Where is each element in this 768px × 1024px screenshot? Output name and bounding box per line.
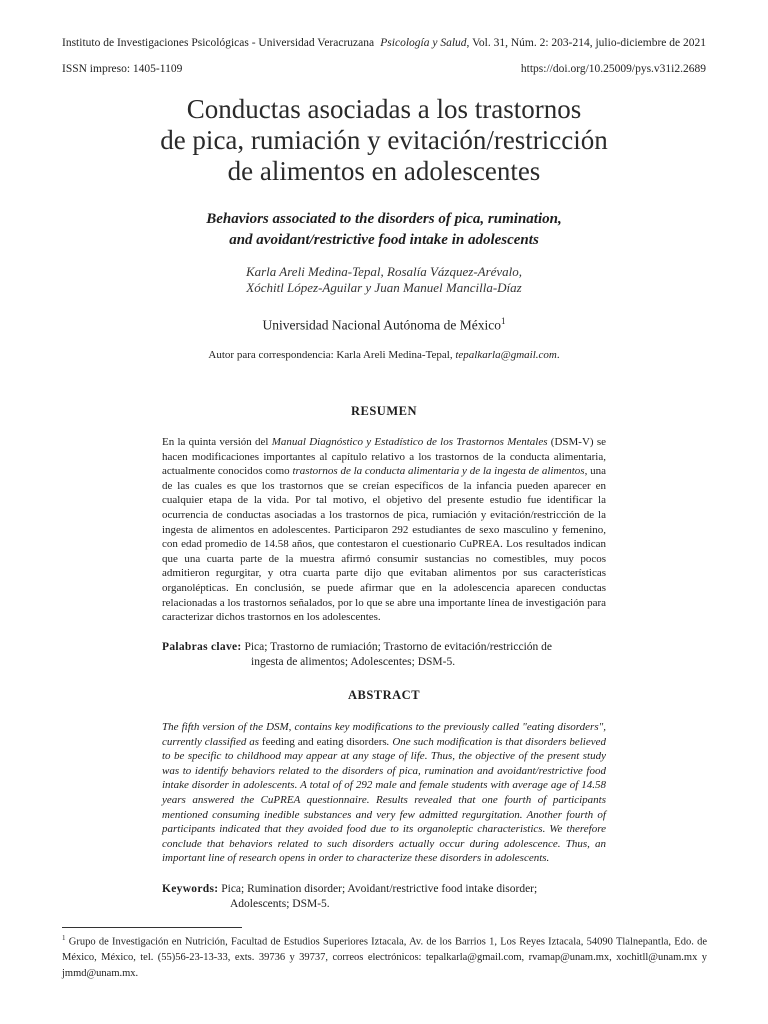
- abstract-text: [162, 720, 606, 866]
- correspondence-label: Autor para correspondencia: Karla Areli Medina-Tepal,: [208, 349, 456, 361]
- resumen-text-part: , una de las cuales es que los trastornos que se creían específicos de la infancia pueden aparecer en cualquier etapa de la vida. Por tal motivo, el objetivo del presente estudio fue identificar la ocurrencia de conductas asociadas a los trastornos de pica, rumiación y evitación/restricción de la ingesta de alimentos en adolescentes. Participaron 292 estudiantes de sexo masculino y femenino, con edad promedio de 14.58 años, que contestaron el cuestionario CuPREA. Los resultados indican que una cuarta parte de la muestra afirmó consumir sustancias no comestibles, muy pocos admitieron regurgitar, y otra cuarta parte dijo que evitaban alimentos por sus características organolépticas. En conclusión, se puede afirmar que en la adolescencia aparecen conductas relacionadas a los trastornos señalados, por lo que se abre una importante línea de investigación para caracterizar dichos trastornos en los adolescentes.: [162, 465, 606, 624]
- abstract-text-italic: The fifth version of the DSM, contains key modifications to the previously called "eating disorders", currently classified as: [162, 721, 606, 748]
- resumen-text-part: (DSM-V) se hacen modificaciones importantes al capítulo relativo a los trastornos de la conducta alimentaria, actualmente conocidos como: [162, 436, 606, 478]
- resumen-heading: RESUMEN: [350, 404, 417, 418]
- resumen-text-italic: Manual Diagnóstico y Estadístico de los Trastornos Mentales: [271, 436, 548, 448]
- footnote: [62, 931, 707, 981]
- affiliation-name: Universidad Nacional Autónoma de México: [262, 317, 501, 333]
- resumen-text: [162, 435, 606, 625]
- keywords: [162, 882, 606, 912]
- header-doi-link[interactable]: https://doi.org/10.25009/pys.v31i2.2689: [520, 63, 706, 75]
- abstract-text-italic: . One such modification is that disorders believed to be specific to childhood may appear at any stage of life. Thus, the objective of the present study was to identify behaviors related to the disorders of pica, rumination and avoidant/restrictive food intake disorder in adolescents. A total of of 292 male and female students with average age of 14.58 years answered the CuPREA questionnaire. Results revealed that one fourth of participants mentioned consuming inedible substances and very few admitted regurgitation. Another fourth of participants indicated that they avoided food due to its organoleptic characteristics. We therefore conclude that behaviors related to such disorders actually occur during adolescence. Thus, an important line of research opens in order to characterize these disorders in adolescents.: [162, 735, 606, 865]
- header-journal: [380, 37, 706, 49]
- resumen-text-italic: trastornos de la conducta alimentaria y de la ingesta de alimentos: [292, 465, 585, 478]
- english-title-line: and avoidant/restrictive food intake in adolescents: [229, 232, 539, 248]
- keywords-line: Pica; Rumination disorder; Avoidant/restrictive food intake disorder;: [218, 883, 538, 895]
- article-title: [0, 94, 768, 187]
- header-issn: ISSN impreso: 1405-1109: [62, 63, 183, 75]
- resumen-text-part: En la quinta versión del: [162, 436, 272, 448]
- english-title-line: Behaviors associated to the disorders of pica, rumination,: [206, 211, 562, 227]
- correspondence-end: .: [556, 349, 560, 361]
- title-line: de pica, rumiación y evitación/restricción: [160, 125, 608, 155]
- author-line: Karla Areli Medina-Tepal, Rosalía Vázquez-Arévalo,: [245, 264, 523, 279]
- header-institute: Instituto de Investigaciones Psicológicas - Universidad Veracruzana: [62, 37, 375, 49]
- palabras-clave-line: Pica; Trastorno de rumiación; Trastorno de evitación/restricción de: [241, 641, 553, 653]
- correspondence-email[interactable]: tepalkarla@gmail.com: [455, 349, 557, 361]
- author-list: [0, 264, 768, 296]
- footnote-mark: 1: [62, 934, 66, 942]
- palabras-clave-line: ingesta de alimentos; Adolescentes; DSM-5.: [251, 656, 456, 668]
- footnote-divider: [62, 927, 242, 928]
- correspondence: [0, 349, 768, 361]
- palabras-clave: [162, 640, 606, 670]
- affiliation: [0, 316, 768, 334]
- title-line: Conductas asociadas a los trastornos: [186, 94, 582, 124]
- keywords-label: Keywords:: [162, 883, 219, 895]
- keywords-line: Adolescents; DSM-5.: [230, 898, 330, 910]
- english-title: [0, 209, 768, 251]
- affiliation-mark: 1: [500, 316, 506, 326]
- title-line: de alimentos en adolescentes: [227, 156, 541, 186]
- journal-citation: , Vol. 31, Núm. 2: 203-214, julio-diciembre de 2021: [466, 37, 706, 49]
- palabras-clave-label: Palabras clave:: [162, 641, 242, 653]
- abstract-heading: ABSTRACT: [347, 688, 421, 702]
- author-line: Xóchitl López-Aguilar y Juan Manuel Mancilla-Díaz: [246, 280, 522, 295]
- footnote-text: Grupo de Investigación en Nutrición, Facultad de Estudios Superiores Iztacala, Av. de los Barrios 1, Los Reyes Iztacala, 54090 Tlalnepantla, Edo. de México, México, tel. (55)56-23-13-33, exts. 39736 y 39737, correos electrónicos: tepalkarla@gmail.com, rvamap@unam.mx, xochitll@unam.mx y jmmd@unam.mx.: [62, 936, 707, 979]
- abstract-text-part: feeding and eating disorders: [261, 735, 387, 748]
- journal-name: Psicología y Salud: [380, 37, 467, 49]
